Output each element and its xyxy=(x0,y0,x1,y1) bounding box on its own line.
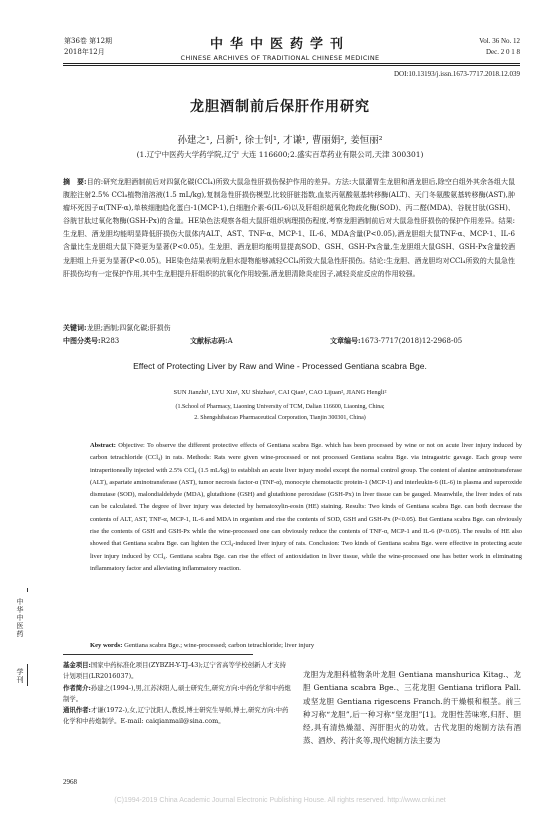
keywords-en-line xyxy=(90,642,314,649)
keywords-cn-line xyxy=(63,323,171,333)
keywords-en: Gentiana scabra Bge.; wine-processed; carbon tetrachloride; liver injury xyxy=(124,642,315,649)
clc-value: R283 xyxy=(100,337,120,345)
abstract-cn-body: 目的:研究龙胆酒制前后对四氯化碳(CCl₄)所致大鼠急性肝损伤保护作用的差异。方法:大鼠灌胃生龙胆和酒龙胆后,除空白组外其余各组大鼠腹腔注射2.5% CCl₄植物油溶液(1.5 mL/kg),复制急性肝损伤模型,比较肝脏指数,血浆丙氨酸氨基转移酶(ALT)、天门冬氨酸氨基转移酶(AST),肿瘤坏死因子α(TNF-α),单核细胞趋化蛋白-1(MCP-1),白细胞介素-6(IL-6)以及肝组织超氧化物歧化酶(SOD)、丙二醛(MDA)、谷胱甘肽(GSH)、谷胱甘肽过氧化物酶(GSH-Px)的含量。HE染色法观察各组大鼠肝组织病理损伤程度,考察龙胆酒制前后对大鼠急性肝损伤的保护作用差异。结果:生龙胆、酒龙胆均能明显降低肝损伤大鼠体内ALT、AST、TNF-α、MCP-1、IL-6、MDA含量(P<0.05),酒龙胆组大鼠TNF-α、MCP-1、IL-6含量比生龙胆组大鼠下降更为显著(P<0.05)。生龙胆、酒龙胆均能明显提高SOD、GSH、GSH-Px含量,生龙胆组大鼠GSH、GSH-Px含量较酒龙胆组上升更为显著(P<0.05)。HE染色结果表明龙胆水提物能够减轻CCl₄所致大鼠急性肝损伤。结论:生龙胆、酒龙胆均对CCl₄所致的大鼠急性肝损伤均有一定保护作用,其中生龙胆提升肝组织的抗氧化作用较强,酒龙胆清除炎症因子,减轻炎症反应的作用较强。 xyxy=(63,178,515,278)
affiliation-en xyxy=(0,402,560,424)
sideband-text-2: 学刊 xyxy=(16,668,24,684)
body-text: 龙胆为龙胆科植物条叶龙胆 Gentiana manshurica Kitag.、龙胆 Gentiana scabra Bge.、三花龙胆 Gentiana triflora Pall.或坚龙胆 Gentiana rigescens Franch.的干燥根和根茎。前三种习称“龙胆”,后一种习称“坚龙胆”[1]。龙胆性苦味寒,归肝、胆经,具有清热燥湿、泻肝胆火的功效。古代龙胆的炮制方法有酒蒸、酒炒、药汁炙等,现代炮制方法主要为 xyxy=(303,670,521,746)
header-rule xyxy=(63,63,520,64)
journal-title-block xyxy=(0,33,560,62)
author-label: 作者简介: xyxy=(63,683,91,692)
sideband-text: 中华中医药 xyxy=(16,598,24,638)
volume-issue-cn: 第36卷 第12期 xyxy=(64,37,113,45)
footnote-block xyxy=(63,660,291,728)
abstract-cn xyxy=(63,175,515,281)
author-text: 孙建之(1994-),男,江苏沭阳人,硕士研究生,研究方向:中药化学和中药炮制学。 xyxy=(63,683,291,703)
author-note xyxy=(63,683,291,706)
authors-en: SUN Jianzhi¹, LYU Xin¹, XU Shizhao¹, CAI Qian¹, CAO Lijuan², JIANG Hengli² xyxy=(173,389,387,396)
footnote-rule xyxy=(63,654,253,655)
fund-note xyxy=(63,660,291,683)
abstract-en-body: Objective: To observe the different protective effects of Gentiana scabra Bge. which has been processed by wine or not on acute liver injury induced by carbon tetrachloride (CCl₄) in rats. Methods: Rats were given wine-processed or not processed Gentiana scabra Bge. via intragastric gavage. Each group were intraperitoneally injected with 2.5% CCl₄ (1.5 mL/kg) to establish an acute liver injury model except the normal control group. The content of alanine aminotransferase (ALT), aspartate aminotransferase (AST), tumor necrosis factor-α (TNF-α), monocyte chemotactic protein-1 (MCP-1) and interleukin-6 (IL-6) in plasma and superoxide dismutase (SOD), malondialdehyde (MDA), glutathione (GSH) and glutathione peroxidase (GSH-Px) in liver tissue can be gauged. Meanwhile, the liver index of rats can be calculated. The degree of liver injury was detected by hematoxylin-eosin (HE) staining. Results: Two kinds of Gentiana scabra Bge. can both decrease the contents of ALT, AST, TNF-α, MCP-1, IL-6 and MDA in organism and rise the contents of SOD, GSH and GSH-Px (P<0.05). But Gentiana scabra Bge. can obviously rise the contents of GSH and GSH-Px while the wine-processed one can obviously reduce the contents of TNF-α, MCP-1 and IL-6 (P<0.05). The results of HE also showed that Gentiana scabra Bge. can lighten the CCl₄-induced liver injury of rats. Conclusion: Two kinds of Gentiana scabra Bge. were effective in protecting acute liver injury induced by CCl₄. Gentiana scabra Bge. can rise the effect of antioxidation in liver tissue, while the wine-processed one has better work in eliminating inflammatory factor and alleviating inflammatory reaction. xyxy=(90,442,522,572)
doc-code-value: A xyxy=(227,337,233,345)
copyright-footer: (C)1994-2019 China Academic Journal Electronic Publishing House. All rights reserved. http://www.cnki.net xyxy=(114,797,446,804)
corr-label: 通讯作者: xyxy=(63,706,91,715)
journal-title-cn: 中华中医药学刊 xyxy=(209,37,350,52)
article-title-en: Effect of Protecting Liver by Raw and Wine - Processed Gentiana scabra Bge. xyxy=(133,361,427,371)
clc-label: 中图分类号: xyxy=(63,336,101,345)
doc-code-line xyxy=(190,336,233,346)
affiliation-cn: (1.辽宁中医药大学药学院,辽宁 大连 116600;2.盛实百草药业有限公司,天津 300301) xyxy=(136,150,424,159)
doc-code-label: 文献标志码: xyxy=(190,336,228,345)
volume-issue-en-block xyxy=(479,36,520,58)
doi: DOI:10.13193/j.issn.1673-7717.2018.12.039 xyxy=(394,70,520,78)
header-rule-thin xyxy=(63,65,520,66)
keywords-en-label: Key words: xyxy=(90,642,123,649)
article-id-line xyxy=(330,336,462,346)
sideband-bar-middle xyxy=(27,664,28,686)
article-id-value: 1673-7717(2018)12-2968-05 xyxy=(360,337,463,345)
corr-text: 才谦(1972-),女,辽宁沈阳人,教授,博士研究生导师,博士,研究方向:中药化学和中药炮制学。E-mail: caiqianmail@sina.com。 xyxy=(63,706,289,726)
abstract-en-label: Abstract: xyxy=(90,442,116,449)
journal-title-en: CHINESE ARCHIVES OF TRADITIONAL CHINESE MEDICINE xyxy=(180,54,380,62)
date-cn: 2018年12月 xyxy=(64,48,105,56)
sideband-bar-top xyxy=(27,588,28,592)
affiliation-en-1: (1.School of Pharmacy, Liaoning University of TCM, Dalian 116600, Liaoning, China; xyxy=(175,404,385,410)
date-en: Dec. 2 0 1 8 xyxy=(485,48,520,56)
keywords-cn-label: 关键词: xyxy=(63,323,87,332)
fund-text: 国家中药标准化项目(ZYBZH-Y-TJ-43);辽宁省高等学校创新人才支持计划项目(LR2016037)。 xyxy=(63,661,287,681)
page-number: 2968 xyxy=(63,778,77,786)
affiliation-en-2: 2. Shengshibaicao Pharmaceutical Corporation, Tianjin 300301, China) xyxy=(194,415,366,421)
keywords-cn: 龙胆;酒制;四氯化碳;肝损伤 xyxy=(86,324,171,332)
abstract-cn-label: 摘 要: xyxy=(63,177,87,186)
article-title-cn: 龙胆酒制前后保肝作用研究 xyxy=(190,99,370,115)
volume-issue-en: Vol. 36 No. 12 xyxy=(479,37,520,45)
journal-sideband xyxy=(15,598,43,684)
clc-line xyxy=(63,336,119,346)
fund-label: 基金项目: xyxy=(63,661,91,669)
article-id-label: 文章编号: xyxy=(330,336,361,345)
authors-cn: 孙建之¹, 吕新¹, 徐士钊¹, 才谦¹, 曹丽娟², 姜恒丽² xyxy=(177,135,383,146)
corresponding-note xyxy=(63,705,291,728)
abstract-en xyxy=(90,440,522,575)
